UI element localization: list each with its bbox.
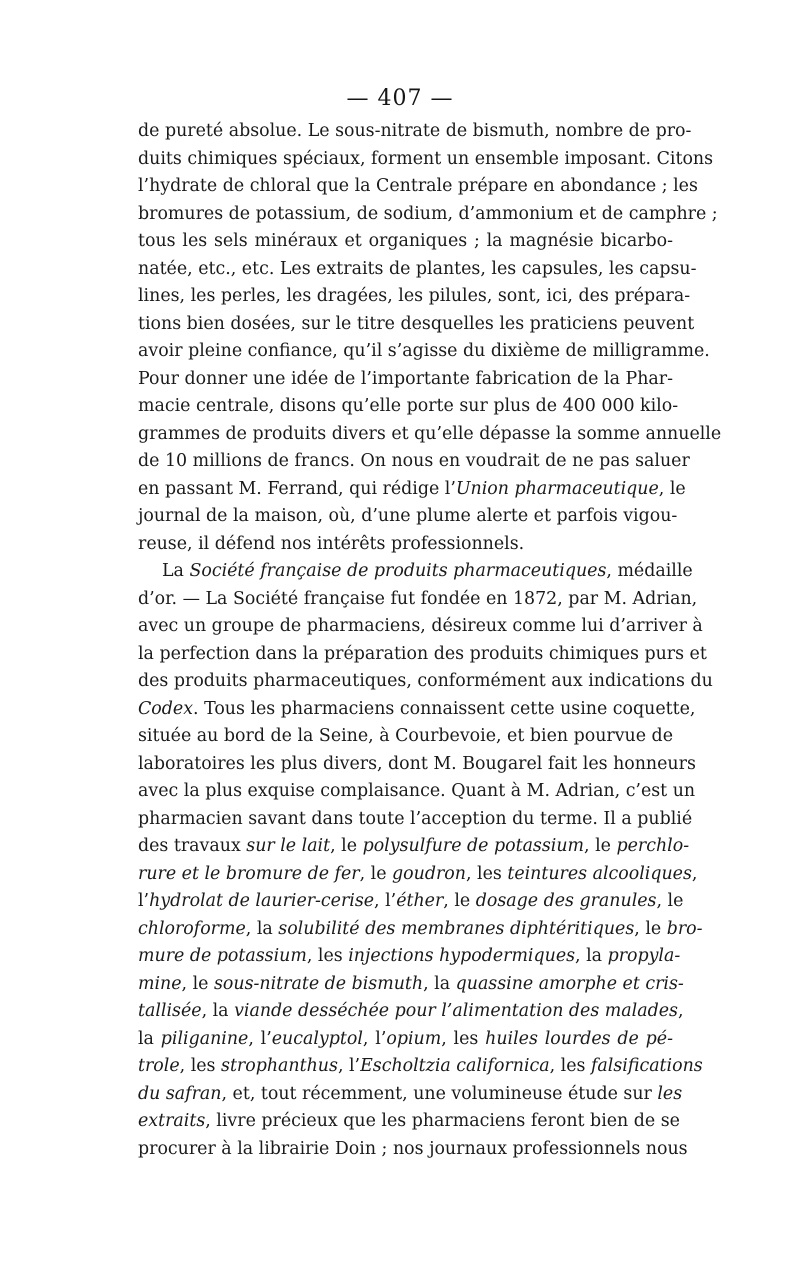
text-segment: avec la plus exquise complaisance. Quant à M. Adrian, c’est un [138, 781, 696, 801]
text-segment: , le [634, 918, 667, 939]
text-segment: d’or. — La Société française fut fondée en 1872, par M. Adrian, [138, 588, 698, 609]
text-segment: avoir pleine confiance, qu’il s’agisse du dixième de milligramme. [138, 341, 710, 361]
text-line [138, 173, 698, 201]
italic-text-segment: perchlo- [616, 836, 690, 856]
italic-text-segment: éther [396, 891, 444, 911]
text-line [138, 228, 673, 256]
text-line [138, 641, 707, 669]
text-line [138, 421, 722, 449]
text-segment: , l’ [337, 1056, 361, 1076]
italic-text-segment: les [657, 1083, 683, 1104]
text-segment: , la [575, 946, 608, 966]
text-line [138, 998, 684, 1026]
text-segment: , le [658, 478, 686, 499]
text-line [138, 751, 696, 779]
text-line [138, 1081, 683, 1109]
italic-text-segment: eucalyptol [271, 1028, 363, 1049]
text-segment: de pureté absolue. Le sous-nitrate de bismuth, nombre de pro- [138, 121, 692, 141]
text-segment: grammes de produits divers et qu’elle dépasse la somme annuelle [138, 423, 722, 444]
text-segment: , l’ [362, 1028, 387, 1049]
italic-text-segment: sur le lait [246, 836, 331, 856]
text-segment: , le [443, 891, 476, 911]
italic-text-segment: chloroforme [138, 918, 246, 939]
italic-text-segment: Escholtzia californica [360, 1056, 550, 1076]
text-segment: , la [423, 973, 456, 994]
text-line [138, 1136, 688, 1164]
text-segment: , le [359, 863, 393, 884]
text-segment: la perfection dans la préparation des produits chimiques purs et [138, 643, 707, 664]
text-segment: avec un groupe de pharmaciens, désireux comme lui d’arriver à [138, 616, 703, 636]
text-segment: . Tous les pharmaciens connaissent cette usine coquette, [193, 698, 696, 719]
text-segment: tions bien dosées, sur le titre desquelles les praticiens peuvent [138, 313, 695, 334]
text-segment: , livre précieux que les pharmaciens feront bien de se [205, 1111, 680, 1131]
text-line [138, 1026, 673, 1054]
text-line [138, 366, 673, 394]
italic-text-segment: polysulfure de potassium [362, 836, 585, 856]
italic-text-segment: huiles lourdes de pé- [485, 1028, 673, 1049]
italic-text-segment: dosage des granules [475, 891, 657, 911]
text-segment: La [162, 561, 190, 581]
text-segment: bromures de potassium, de sodium, d’ammonium et de camphre ; [138, 203, 718, 224]
italic-text-segment: bro- [666, 918, 703, 939]
text-segment: laboratoires les plus divers, dont M. Bougarel fait les honneurs [138, 753, 696, 774]
italic-text-segment: extraits [138, 1111, 206, 1131]
text-segment: de 10 millions de francs. On nous en voudrait de ne pas saluer [138, 451, 690, 471]
text-line [138, 393, 679, 421]
text-segment: , médaille [606, 561, 693, 581]
italic-text-segment: quassine amorphe et cris- [455, 973, 684, 994]
text-segment: , les [465, 863, 508, 884]
text-segment: la [138, 1028, 161, 1049]
text-segment: des produits pharmaceutiques, conformément aux indications du [138, 671, 713, 691]
text-line [138, 146, 714, 174]
text-segment: , les [179, 1056, 222, 1076]
italic-text-segment: strophanthus [221, 1056, 338, 1076]
text-segment: duits chimiques spéciaux, forment un ensemble imposant. Citons [138, 148, 714, 169]
text-line [138, 916, 703, 944]
text-segment: natée, etc., etc. Les extraits de plantes, les capsules, les capsu- [138, 258, 697, 279]
text-segment: tous les sels minéraux et organiques ; la magnésie bicarbo- [138, 231, 673, 251]
text-line [138, 696, 696, 724]
italic-text-segment: falsifications [591, 1056, 703, 1076]
text-line [138, 201, 718, 229]
text-line [138, 723, 673, 751]
italic-text-segment: mine [138, 973, 182, 994]
italic-text-segment: goudron [392, 863, 466, 884]
italic-text-segment: Codex [138, 698, 194, 719]
text-segment: , l’ [374, 891, 397, 911]
text-line [138, 668, 713, 696]
text-segment: située au bord de la Seine, à Courbevoie, et bien pourvue de [138, 726, 673, 746]
text-line [138, 861, 698, 889]
italic-text-segment: rure et le bromure de fer [138, 863, 360, 884]
italic-text-segment: trole [138, 1056, 180, 1076]
text-line [138, 476, 686, 504]
text-line [138, 971, 684, 999]
text-line [138, 613, 703, 641]
text-segment: , [691, 863, 698, 884]
text-line [138, 806, 693, 834]
text-segment: , les [306, 946, 349, 966]
text-line [138, 256, 697, 284]
text-segment: l’hydrate de chloral que la Centrale prépare en abondance ; les [138, 176, 698, 196]
text-line [138, 311, 695, 339]
text-segment: , l’ [248, 1028, 272, 1049]
text-line [138, 338, 710, 366]
italic-text-segment: propyla- [607, 946, 681, 966]
text-segment: , [677, 1001, 684, 1021]
text-line [138, 586, 698, 614]
text-segment: , le [656, 891, 684, 911]
text-segment: , les [441, 1028, 486, 1049]
text-segment: lines, les perles, les dragées, les pilules, sont, ici, des prépara- [138, 286, 691, 306]
text-line [138, 833, 690, 861]
text-segment: procurer à la librairie Doin ; nos journaux professionnels nous [138, 1138, 688, 1159]
text-line [138, 503, 678, 531]
text-segment: des travaux [138, 836, 247, 856]
text-segment: pharmacien savant dans toute l’acception du terme. Il a publié [138, 808, 693, 829]
text-line [138, 1108, 680, 1136]
italic-text-segment: piliganine [160, 1028, 249, 1049]
text-segment: , et, tout récemment, une volumineuse étude sur [221, 1083, 658, 1104]
text-line [138, 531, 673, 559]
text-line [138, 1053, 703, 1081]
text-line [138, 943, 681, 971]
text-line [138, 448, 690, 476]
italic-text-segment: du safran [138, 1083, 222, 1104]
text-segment: , la [201, 1001, 235, 1021]
text-line [138, 888, 684, 916]
text-segment: , le [584, 836, 617, 856]
text-line [138, 778, 696, 806]
text-segment: reuse, il défend nos intérêts professionnels. [138, 533, 525, 554]
italic-text-segment: Société française de produits pharmaceutiques [189, 561, 607, 581]
body-text [138, 118, 722, 1163]
italic-text-segment: teintures alcooliques [507, 863, 692, 884]
text-segment: , le [330, 836, 363, 856]
text-line [138, 558, 693, 586]
text-line [138, 283, 691, 311]
italic-text-segment: Union pharmaceutique [455, 478, 659, 499]
text-segment: macie centrale, disons qu’elle porte sur plus de 400 000 kilo- [138, 396, 679, 416]
text-segment: , le [181, 973, 214, 994]
text-segment: , les [549, 1056, 591, 1076]
italic-text-segment: sous-nitrate de bismuth [214, 973, 424, 994]
italic-text-segment: hydrolat de laurier-cerise [149, 891, 375, 911]
italic-text-segment: opium [386, 1028, 442, 1049]
italic-text-segment: tallisée [138, 1001, 202, 1021]
text-segment: en passant M. Ferrand, qui rédige l’ [138, 478, 456, 499]
italic-text-segment: viande desséchée pour l’alimentation des malades [234, 1001, 678, 1021]
italic-text-segment: injections hypodermiques [348, 946, 576, 966]
text-segment: Pour donner une idée de l’importante fabrication de la Phar- [138, 368, 673, 389]
text-segment: journal de la maison, où, d’une plume alerte et parfois vigou- [138, 506, 678, 526]
text-line [138, 118, 692, 146]
text-segment: , la [245, 918, 279, 939]
italic-text-segment: mure de potassium [138, 946, 307, 966]
italic-text-segment: solubilité des membranes diphtéritiques [278, 918, 635, 939]
page-number: — 407 — [346, 86, 454, 111]
text-segment: l’ [138, 891, 150, 911]
